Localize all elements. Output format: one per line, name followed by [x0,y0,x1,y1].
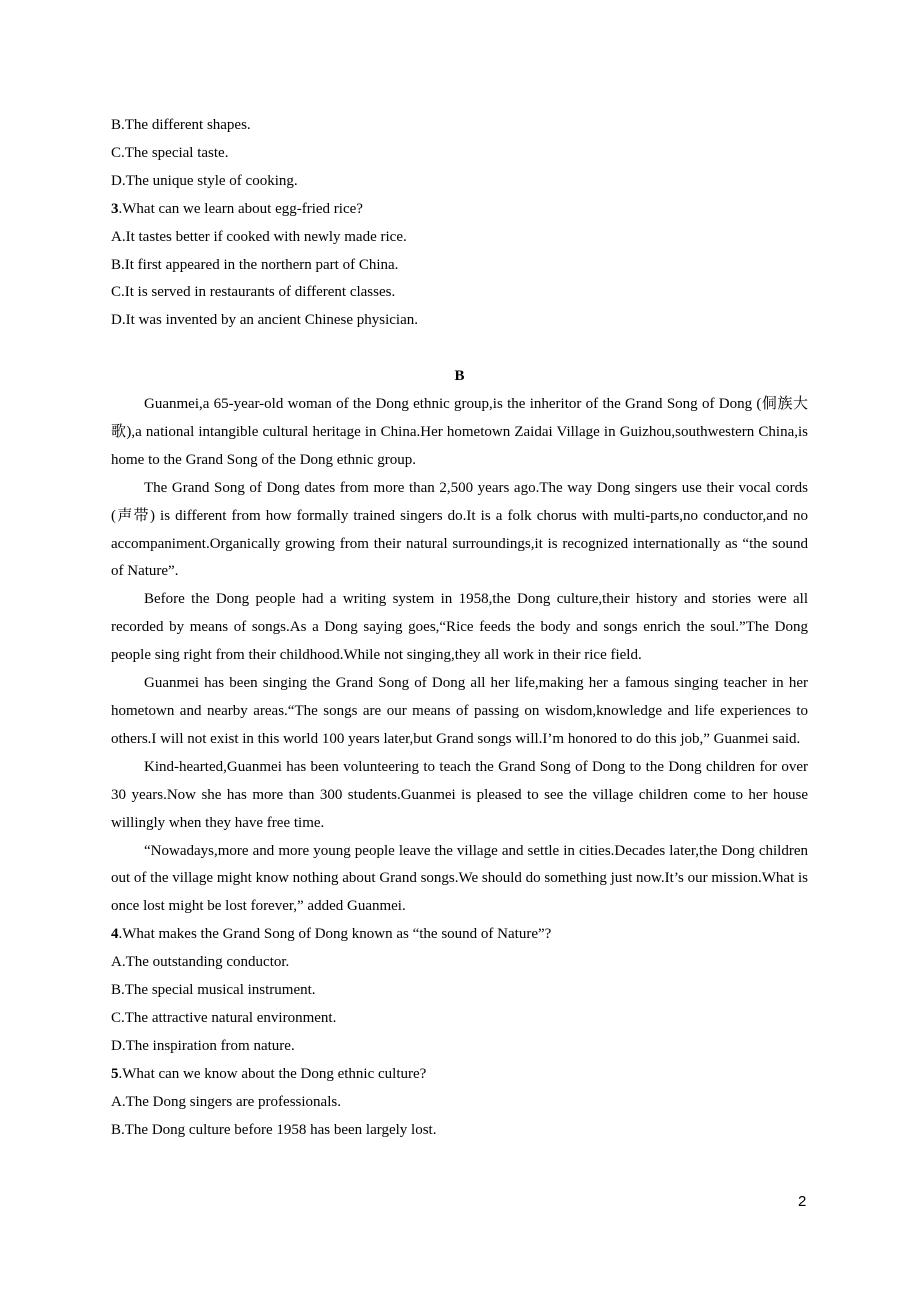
passage-paragraph: Before the Dong people had a writing system in 1958,the Dong culture,their history and stories were all recorded by means of songs.As a Dong saying goes,“Rice feeds the body and songs enrich the soul.”The Dong people sing right from their childhood.While not singing,they all work in their rice field. [111,591,808,664]
option-a: A.The outstanding conductor. [111,954,290,971]
section-heading: B [454,368,465,385]
previous-question-options [111,112,808,196]
question-stem [111,196,808,224]
passage-paragraph: The Grand Song of Dong dates from more than 2,500 years ago.The way Dong singers use their vocal cords (声带) is different from how formally trained singers do.It is a folk chorus with multi-parts,no conductor,and no accompaniment.Organically growing from their natural surroundings,it is recognized internationally as “the sound of Nature”. [111,479,808,580]
question-3 [111,196,808,336]
option-c: C.The special taste. [111,144,229,161]
option-c: C.The attractive natural environment. [111,1009,337,1026]
option-c: C.It is served in restaurants of different classes. [111,284,396,301]
question-stem [111,1061,808,1089]
question-text: .What makes the Grand Song of Dong known as “the sound of Nature”? [118,926,552,943]
passage-paragraph: Guanmei,a 65-year-old woman of the Dong ethnic group,is the inheritor of the Grand Song of Dong (侗族大歌),a national intangible cultural heritage in China.Her hometown Zaidai Village in Guizhou,southwestern China,is home to the Grand Song of the Dong ethnic group. [111,396,808,468]
question-number: 5 [111,1065,119,1082]
option-b: B.It first appeared in the northern part of China. [111,256,399,273]
question-text: .What can we learn about egg-fried rice? [118,200,363,217]
passage [111,391,808,921]
page-number: 2 [798,1193,807,1210]
option-a: A.It tastes better if cooked with newly made rice. [111,228,407,245]
question-number: 4 [111,926,119,943]
option-b: B.The different shapes. [111,117,251,133]
option-d: D.It was invented by an ancient Chinese physician. [111,312,419,329]
question-stem [111,921,808,949]
option-d: D.The inspiration from nature. [111,1037,295,1054]
passage-paragraph: Guanmei has been singing the Grand Song of Dong all her life,making her a famous singing teacher in her hometown and nearby areas.“The songs are our means of passing on wisdom,knowledge and life experiences to others.I will not exist in this world 100 years later,but Grand songs will.I’m honored to do this job,” Guanmei said. [111,675,808,747]
document-body [111,112,808,1145]
passage-paragraph: Kind-hearted,Guanmei has been volunteering to teach the Grand Song of Dong to the Dong children for over 30 years.Now she has more than 300 students.Guanmei is pleased to see the village children come to her house willingly when they have free time. [111,758,808,831]
question-text: .What can we know about the Dong ethnic culture? [118,1065,427,1082]
option-b: B.The special musical instrument. [111,982,316,999]
passage-paragraph: “Nowadays,more and more young people leave the village and settle in cities.Decades later,the Dong children out of the village might know nothing about Grand songs.We should do something just now.It’s our mission.What is once lost might be lost forever,” added Guanmei. [111,842,808,915]
question-4 [111,921,808,1061]
question-number: 3 [111,200,119,217]
option-a: A.The Dong singers are professionals. [111,1093,341,1110]
option-b: B.The Dong culture before 1958 has been largely lost. [111,1121,437,1138]
option-d: D.The unique style of cooking. [111,172,298,189]
question-5 [111,1061,808,1145]
